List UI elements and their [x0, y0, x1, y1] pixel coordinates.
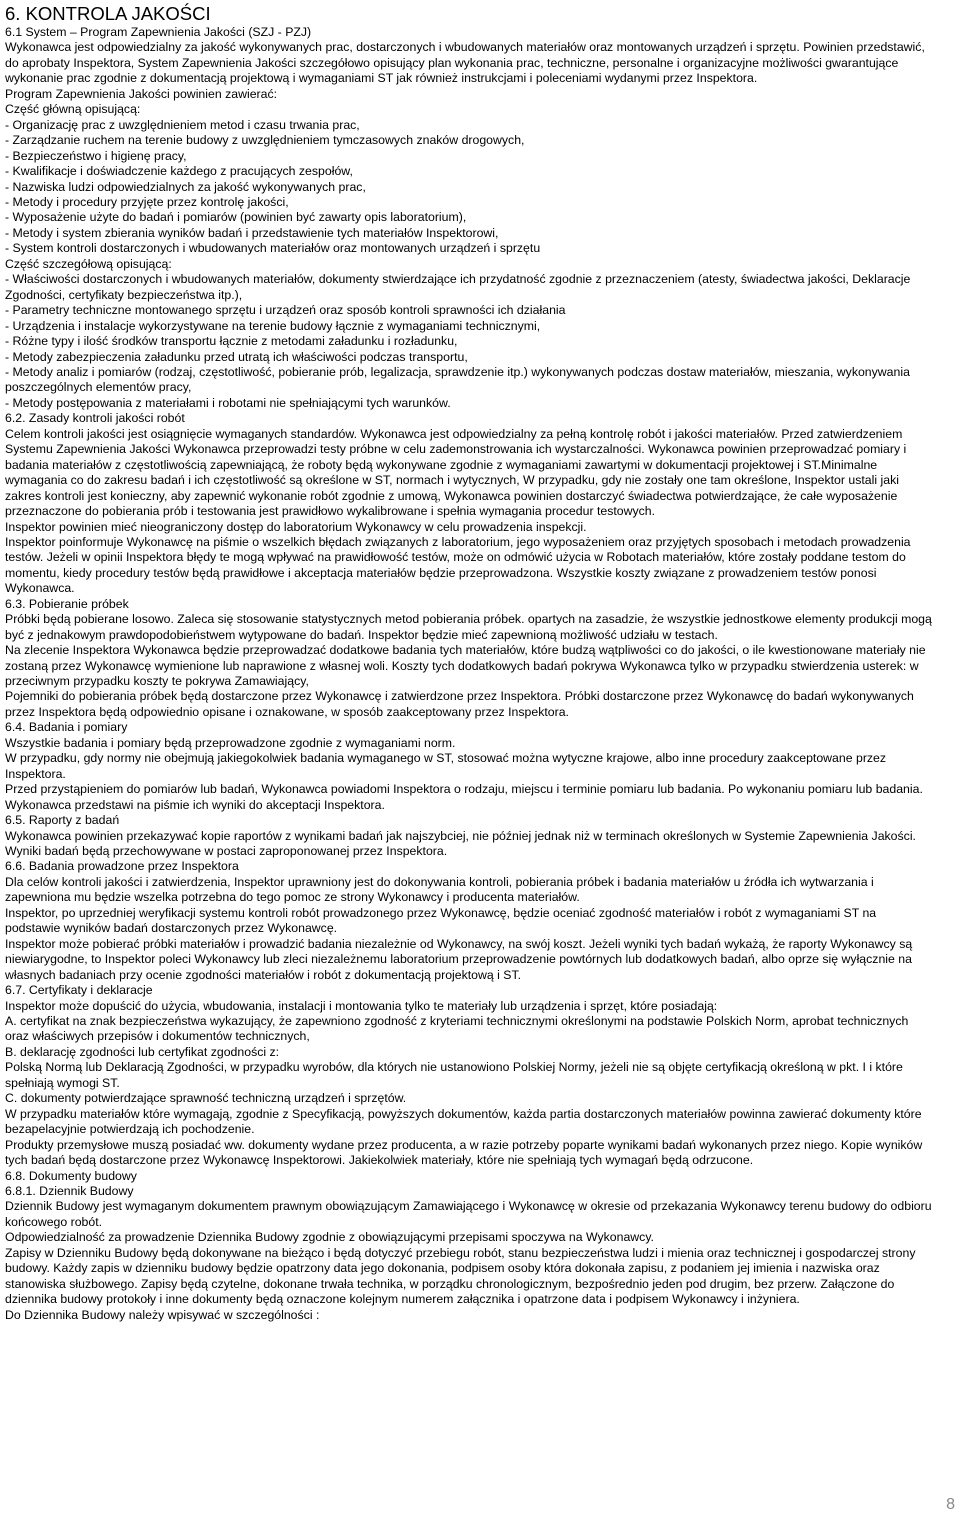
section-heading: 6.4. Badania i pomiary	[5, 720, 128, 735]
list-item: - Różne typy i ilość środków transportu łącznie z metodami załadunku i rozładunku,	[5, 334, 458, 349]
paragraph: Celem kontroli jakości jest osiągnięcie wymaganych standardów. Wykonawca jest odpowiedzialny za pełną kontrolę robót i jakości materiałów. Przed zatwierdzeniem Systemu Zapewnienia Jakości Wykonawca przeprowadzi testy próbne w celu zademonstrowania ich wystarczalności. Wykonawca powinien przeprowadzać pomiary i badania materiałów z częstotliwością zapewniającą, że roboty będą wykonywane zgodnie z wymaganiami zawartymi w dokumentacji projektowej i ST.Minimalne wymagania co do zakresu badań i ich częstotliwość są określone w ST, normach i wytycznych, W przypadku, gdy nie zostały one tam określone, Inspektor ustali jaki zakres kontroli jest konieczny, aby zapewnić wykonanie robót zgodnie z umową, Wykonawca powinien dostarczyć świadectwa potwierdzające, że całe wyposażenie przeznaczone do pobierania prób i testowania jest prawidłowo wykalibrowane i spełnia wymagania procedur testowych.	[5, 426, 907, 519]
chapter-title: 6. KONTROLA JAKOŚCI	[5, 3, 211, 24]
list-item: - Bezpieczeństwo i higienę pracy,	[5, 148, 187, 163]
section-heading: 6.5. Raporty z badań	[5, 813, 120, 828]
list-item: - Metody i system zbierania wyników badań i przedstawienie tych materiałów Inspektorowi,	[5, 225, 499, 240]
list-item: - System kontroli dostarczonych i wbudowanych materiałów oraz montowanych urządzeń i sprzętu	[5, 241, 541, 256]
paragraph: Produkty przemysłowe muszą posiadać ww. dokumenty wydane przez producenta, a w razie potrzeby poparte wynikami badań wykonanych przez niego. Kopie wyników tych badań będą dostarczone przez Wykonawcę Inspektorowi. Jakiekolwiek materiały, które nie spełniają tych wymagań będą odrzucone.	[5, 1137, 923, 1168]
list-item: - Parametry techniczne montowanego sprzętu i urządzeń oraz sposób kontroli sprawności ich działania	[5, 303, 566, 318]
paragraph: Dziennik Budowy jest wymaganym dokumentem prawnym obowiązującym Zamawiającego i Wykonawcę w okresie od przekazania Wykonawcy terenu budowy do odbioru końcowego robót.	[5, 1199, 932, 1229]
paragraph: Zapisy w Dzienniku Budowy będą dokonywane na bieżąco i będą dotyczyć przebiegu robót, stanu bezpieczeństwa ludzi i mienia oraz technicznej i gospodarczej strony budowy. Każdy zapis w dzienniku budowy będzie opatrzony data jego dokonania, podpisem osoby która dokonała zapisu, z podaniem jej imienia i nazwiska oraz stanowiska służbowego. Zapisy będą czytelne, dokonane trwała technika, w porządku chronologicznym, bezpośrednio jeden pod drugim, bez przerw. Załączone do dziennika budowy protokoły i inne dokumenty będą oznaczone kolejnym numerem załącznika i opatrzone data i podpisem Wykonawcy i inżyniera.	[5, 1245, 916, 1307]
paragraph: C. dokumenty potwierdzające sprawność techniczną urządzeń i sprzętów.	[5, 1091, 407, 1106]
list-item: - Właściwości dostarczonych i wbudowanych materiałów, dokumenty stwierdzające ich przydatność zgodnie z przeznaczeniem (atesty, świadectwa jakości, Deklaracje Zgodności, certyfikaty bezpieczeństwa itp.),	[5, 272, 911, 302]
paragraph: Pojemniki do pobierania próbek będą dostarczone przez Wykonawcę i zatwierdzone przez Inspektora. Próbki dostarczone przez Wykonawcę do badań wykonywanych przez Inspektora będą odpowiednio opisane i oznakowane, w sposób zaakceptowany przez Inspektora.	[5, 689, 914, 719]
subheading: Część szczegółową opisującą:	[5, 256, 172, 271]
paragraph: Próbki będą pobierane losowo. Zaleca się stosowanie statystycznych metod pobierania próbek. opartych na zasadzie, że wszystkie jednostkowe elementy produkcji mogą być z jednakowym prawdopodobieństwem wytypowane do badań. Inspektor będzie mieć zapewnioną możliwość udziału w testach.	[5, 612, 932, 642]
paragraph: Przed przystąpieniem do pomiarów lub badań, Wykonawca powiadomi Inspektora o rodzaju, miejscu i terminie pomiaru lub badania. Po wykonaniu pomiaru lub badania. Wykonawca przedstawi na piśmie ich wyniki do akceptacji Inspektora.	[5, 782, 923, 812]
document-body	[5, 25, 932, 1323]
paragraph: Na zlecenie Inspektora Wykonawca będzie przeprowadzać dodatkowe badania tych materiałów, które budzą wątpliwości co do jakości, o ile kwestionowane materiały nie zostaną przez Wykonawcę wymienione lub naprawione z własnej woli. Koszty tych dodatkowych badań pokrywa Wykonawca tylko w przypadku stwierdzenia usterek: w przeciwnym przypadku koszty te pokrywa Zamawiający,	[5, 643, 926, 689]
paragraph: B. deklarację zgodności lub certyfikat zgodności z:	[5, 1044, 280, 1059]
subheading: Część główną opisującą:	[5, 102, 141, 117]
paragraph: Program Zapewnienia Jakości powinien zawierać:	[5, 86, 278, 101]
paragraph: W przypadku materiałów które wymagają, zgodnie z Specyfikacją, powyższych dokumentów, każda partia dostarczonych materiałów powinna zawierać dokumenty które bezapelacyjnie potwierdzają ich pochodzenie.	[5, 1106, 922, 1137]
section-heading: 6.3. Pobieranie próbek	[5, 596, 129, 611]
list-item: - Metody i procedury przyjęte przez kontrolę jakości,	[5, 194, 289, 209]
list-item: - Urządzenia i instalacje wykorzystywane na terenie budowy łącznie z wymaganiami technicznymi,	[5, 318, 541, 333]
section-heading: 6.2. Zasady kontroli jakości robót	[5, 411, 185, 426]
list-item: - Metody zabezpieczenia załadunku przed utratą ich właściwości podczas transportu,	[5, 349, 468, 364]
list-item: - Kwalifikacje i doświadczenie każdego z pracujących zespołów,	[5, 164, 353, 179]
list-item: - Zarządzanie ruchem na terenie budowy z uwzględnieniem tymczasowych znaków drogowych,	[5, 133, 525, 148]
paragraph: Dla celów kontroli jakości i zatwierdzenia, Inspektor uprawniony jest do dokonywania kontroli, pobierania próbek i badania materiałów u źródła ich wytwarzania i zapewniona mu będzie wszelka potrzebna do tego pomoc ze strony Wykonawcy i producenta materiałów.	[5, 874, 874, 905]
paragraph: Inspektor powinien mieć nieograniczony dostęp do laboratorium Wykonawcy w celu prowadzenia inspekcji.	[5, 519, 587, 534]
paragraph: Do Dziennika Budowy należy wpisywać w szczególności :	[5, 1307, 320, 1322]
paragraph: Wszystkie badania i pomiary będą przeprowadzone zgodnie z wymaganiami norm.	[5, 735, 456, 750]
paragraph: A. certyfikat na znak bezpieczeństwa wykazujący, że zapewniono zgodność z kryteriami technicznymi określonymi na podstawie Polskich Norm, aprobat technicznych oraz właściwych przepisów i dokumentów technicznych,	[5, 1014, 909, 1044]
paragraph: Inspektor może dopuścić do użycia, wbudowania, instalacji i montowania tylko te materiały lub urządzenia i sprzęt, które posiadają:	[5, 998, 718, 1013]
section-heading: 6.7. Certyfikaty i deklaracje	[5, 983, 153, 998]
list-item: - Metody analiz i pomiarów (rodzaj, częstotliwość, pobieranie prób, legalizacja, sprawdzenie itp.) wykonywanych podczas dostaw materiałów, mieszania, wykonywania poszczególnych elementów pracy,	[5, 364, 910, 395]
list-item: - Organizację prac z uwzględnieniem metod i czasu trwania prac,	[5, 117, 360, 132]
paragraph: W przypadku, gdy normy nie obejmują jakiegokolwiek badania wymaganego w ST, stosować można wytyczne krajowe, albo inne procedury zaakceptowane przez Inspektora.	[5, 751, 887, 781]
paragraph: Wykonawca jest odpowiedzialny za jakość wykonywanych prac, dostarczonych i wbudowanych materiałów oraz montowanych urządzeń i sprzętu. Powinien przedstawić, do aprobaty Inspektora, System Zapewnienia Jakości szczegółowo opisujący plan wykonania prac, techniczne, personalne i organizacyjne możliwości gwarantujące wykonanie prac zgodnie z dokumentacją projektową i wymaganiami ST jak również instrukcjami i poleceniami wydanymi przez Inspektora.	[5, 40, 925, 86]
page-number: 8	[946, 1496, 955, 1513]
paragraph: Wyniki badań będą przechowywane w postaci zaproponowanej przez Inspektora.	[5, 844, 448, 859]
list-item: - Nazwiska ludzi odpowiedzialnych za jakość wykonywanych prac,	[5, 179, 366, 194]
paragraph: Odpowiedzialność za prowadzenie Dziennika Budowy zgodnie z obowiązującymi przepisami spoczywa na Wykonawcy.	[5, 1230, 654, 1245]
paragraph: Inspektor może pobierać próbki materiałów i prowadzić badania niezależnie od Wykonawcy, na swój koszt. Jeżeli wyniki tych badań wykażą, że raporty Wykonawcy są niewiarygodne, to Inspektor poleci Wykonawcy lub zleci niezależnemu laboratorium przeprowadzenie powtórnych lub dodatkowych badań, albo oprze się wyłącznie na własnych badaniach przy ocenie zgodności materiałów i robót z dokumentacją projektową i ST.	[5, 936, 913, 982]
paragraph: Polską Normą lub Deklaracją Zgodności, w przypadku wyrobów, dla których nie ustanowiono Polskiej Normy, jeżeli nie są objęte certyfikacją określoną w pkt. I i które spełniają wymogi ST.	[5, 1060, 903, 1090]
list-item: - Metody postępowania z materiałami i robotami nie spełniającymi tych warunków.	[5, 395, 451, 410]
paragraph: Inspektor, po uprzedniej weryfikacji systemu kontroli robót prowadzonego przez Wykonawcę, będzie oceniać zgodność materiałów i robót z wymaganiami ST na podstawie wyników badań dostarczonych przez Wykonawcę.	[5, 905, 877, 936]
list-item: - Wyposażenie użyte do badań i pomiarów (powinien być zawarty opis laboratorium),	[5, 210, 467, 225]
section-heading: 6.8. Dokumenty budowy	[5, 1168, 137, 1183]
section-heading: 6.8.1. Dziennik Budowy	[5, 1183, 134, 1198]
paragraph: Inspektor poinformuje Wykonawcę na piśmie o wszelkich błędach związanych z laboratorium, jego wyposażeniem oraz przyjętych sposobach i metodach prowadzenia testów. Jeżeli w opinii Inspektora błędy te mogą wpływać na prawidłowość testów, może on odmówić użycia w Robotach materiałów, które zostały poddane testom do momentu, kiedy procedury testów będą prawidłowe i akceptacja materiałów będzie przeprowadzona. Wszystkie koszty związane z prowadzeniem testów ponosi Wykonawca.	[5, 534, 911, 596]
paragraph: Wykonawca powinien przekazywać kopie raportów z wynikami badań jak najszybciej, nie później jednak niż w terminach określonych w Systemie Zapewnienia Jakości.	[5, 828, 916, 843]
section-heading: 6.6. Badania prowadzone przez Inspektora	[5, 859, 239, 874]
section-heading: 6.1 System – Program Zapewnienia Jakości (SZJ - PZJ)	[5, 25, 312, 39]
